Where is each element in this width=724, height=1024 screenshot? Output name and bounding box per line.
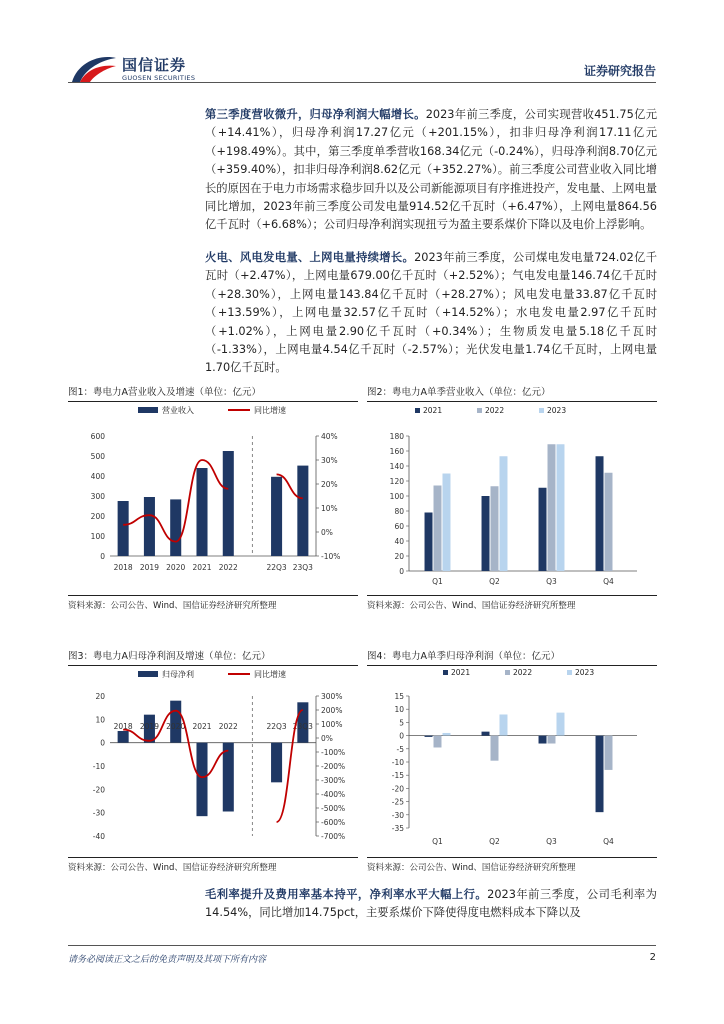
legend-label: 2023	[575, 668, 595, 677]
y-tick-left: 500	[90, 452, 105, 461]
y-tick-label: 40	[394, 537, 404, 546]
legend-label: 2022	[485, 406, 505, 415]
bar-Q3-2021	[539, 736, 547, 744]
paragraph-margin	[205, 886, 657, 923]
y-tick-label: 0	[399, 731, 404, 741]
y-tick-label: 60	[394, 522, 404, 531]
y-tick-label: 15	[394, 692, 404, 701]
bar-Q4-2022	[605, 736, 613, 770]
x-tick-label: 2020	[166, 563, 186, 572]
legend-bar-swatch	[138, 407, 158, 413]
bar-2021	[196, 743, 207, 816]
paragraph-lead: 第三季度营收微升，归母净利润大幅增长。	[205, 108, 426, 121]
logo-text-cn: 国信证券	[122, 56, 187, 74]
y-tick-left: 20	[95, 692, 105, 701]
y-tick-left: -10	[92, 762, 105, 771]
y-tick-label: -5	[396, 744, 404, 754]
bar-Q4-2022	[605, 473, 613, 571]
bar-Q3-2022	[548, 736, 556, 744]
bar-Q1-2022	[434, 486, 442, 572]
bar-Q2-2023	[499, 714, 507, 735]
bar-Q1-2021	[425, 513, 433, 572]
bar-2022	[223, 743, 234, 812]
legend-label: 归母净利	[162, 670, 194, 679]
legend-label: 2021	[423, 406, 443, 415]
legend-label: 2023	[547, 406, 567, 415]
x-tick-label: Q1	[432, 577, 443, 586]
legend-label: 营业收入	[162, 406, 194, 415]
y-tick-label: 0	[399, 567, 404, 576]
paragraph-generation	[205, 249, 657, 378]
bar-Q3-2023	[556, 444, 564, 571]
y-tick-left: 600	[90, 432, 105, 441]
logo-mark-icon	[70, 52, 118, 86]
y-tick-label: 140	[389, 462, 404, 471]
bar-Q1-2023	[442, 733, 450, 736]
bar-Q3-2021	[539, 488, 547, 571]
y-tick-label: -25	[391, 797, 404, 807]
bar-Q3-2023	[556, 713, 564, 736]
figure-source: 资料来源：公司公告、Wind、国信证券经济研究所整理	[367, 595, 657, 611]
figure-title: 图2：粤电力A单季营业收入（单位：亿元）	[367, 384, 657, 402]
paragraph-lead: 毛利率提升及费用率基本持平，净利率水平大幅上行。	[205, 888, 488, 901]
page-number: 2	[649, 952, 656, 963]
legend-bar-swatch	[138, 671, 158, 677]
bar-22Q3	[271, 743, 282, 783]
header-divider	[68, 82, 656, 83]
report-type-label: 证券研究报告	[583, 64, 656, 78]
bar-Q2-2021	[482, 732, 490, 736]
figure-title: 图4：粤电力A单季归母净利润（单位：亿元）	[367, 648, 657, 666]
bar-2022	[223, 451, 234, 556]
bar-Q2-2023	[499, 456, 507, 571]
y-tick-right: -700%	[321, 832, 346, 841]
y-tick-label: 80	[394, 507, 404, 516]
bar-Q2-2022	[491, 736, 499, 761]
x-tick-label: Q3	[546, 837, 557, 846]
y-tick-label: 160	[389, 447, 404, 456]
logo-text-en: GUOSEN SECURITIES	[122, 74, 196, 82]
y-tick-left: 300	[90, 492, 105, 501]
y-tick-left: 0	[100, 552, 105, 561]
legend-swatch	[443, 670, 448, 675]
y-tick-label: 100	[389, 492, 404, 501]
legend-swatch	[539, 408, 544, 413]
y-tick-right: -10%	[321, 552, 341, 561]
y-tick-right: -500%	[321, 804, 346, 813]
bar-2018	[118, 501, 129, 556]
footer-divider	[68, 945, 656, 946]
paragraph-body: 2023年前三季度，公司煤电发电量724.02亿千瓦时（+2.47%），上网电量679.00亿千瓦时（+2.52%）；气电发电量146.74亿千瓦时（+28.30%），上网电量143.84亿千瓦时（+28.27%）；风电发电量33.87亿千瓦时（+13.59%），上网电量32.57亿千瓦时（+14.52%）；水电发电量2.97亿千瓦时（+1.02%），上网电量2.90亿千瓦时（+0.34%）；生物质发电量5.18亿千瓦时（-1.33%），上网电量4.54亿千瓦时（-2.57%）；光伏发电量1.74亿千瓦时，上网电量1.70亿千瓦时。	[205, 251, 657, 375]
x-tick-label: Q2	[489, 577, 500, 586]
y-tick-right: 40%	[321, 432, 338, 441]
figure-title: 图1：粤电力A营业收入及增速（单位：亿元）	[68, 384, 358, 402]
legend-label: 同比增速	[254, 670, 286, 679]
y-tick-label: 20	[394, 552, 404, 561]
y-tick-label: -20	[391, 784, 404, 794]
y-tick-right: 200%	[321, 706, 343, 715]
y-tick-label: -10	[391, 758, 404, 767]
bar-Q1-2023	[442, 474, 450, 572]
chart-revenue-quarterly	[367, 402, 657, 592]
y-tick-left: 100	[90, 532, 105, 541]
y-tick-right: 100%	[321, 720, 343, 729]
chart-profit-quarterly	[367, 666, 657, 854]
x-tick-label: 2018	[113, 722, 133, 731]
legend-label: 2021	[451, 668, 471, 677]
bar-Q1-2022	[434, 736, 442, 748]
x-tick-label: 2019	[139, 722, 159, 731]
paragraph-revenue	[205, 106, 657, 235]
y-tick-left: 0	[100, 738, 105, 748]
bar-22Q3	[271, 477, 282, 556]
legend-swatch	[505, 670, 510, 675]
bar-Q2-2021	[482, 496, 490, 571]
bar-Q4-2021	[596, 456, 604, 571]
x-tick-label: 2021	[192, 563, 212, 572]
paragraph-lead: 火电、风电发电量、上网电量持续增长。	[205, 251, 415, 264]
x-tick-label: Q2	[489, 837, 500, 846]
y-tick-left: 200	[90, 512, 105, 521]
y-tick-right: -400%	[321, 790, 346, 799]
bar-2021	[196, 468, 207, 556]
x-tick-label: Q1	[432, 837, 443, 846]
y-tick-right: 0%	[321, 528, 333, 537]
y-tick-right: -100%	[321, 748, 346, 757]
x-tick-label: 2019	[139, 563, 159, 572]
y-tick-label: -35	[391, 824, 404, 833]
x-tick-label: 2021	[192, 722, 212, 731]
x-tick-label: 2018	[113, 563, 133, 572]
bar-Q3-2022	[548, 444, 556, 571]
figure-source: 资料来源：公司公告、Wind、国信证券经济研究所整理	[367, 857, 657, 873]
y-tick-right: 30%	[321, 456, 338, 465]
y-tick-label: 10	[394, 705, 404, 715]
bar-Q1-2021	[425, 736, 433, 737]
bar-Q2-2022	[491, 486, 499, 571]
x-tick-label: 22Q3	[266, 722, 287, 731]
y-tick-label: -15	[391, 771, 404, 781]
y-tick-left: -20	[92, 785, 105, 795]
x-tick-label: Q3	[546, 577, 557, 586]
x-tick-label: Q4	[603, 577, 614, 586]
bar-2018	[118, 731, 129, 743]
chart-profit-annual	[68, 666, 358, 854]
legend-swatch	[567, 670, 572, 675]
legend-swatch	[477, 408, 482, 413]
legend-label: 同比增速	[254, 406, 286, 415]
y-tick-right: -300%	[321, 776, 346, 785]
figure-title: 图3：粤电力A归母净利润及增速（单位：亿元）	[68, 648, 358, 666]
bar-2019	[144, 497, 155, 556]
y-tick-label: -30	[391, 810, 404, 820]
bar-Q4-2021	[596, 736, 604, 813]
y-tick-right: 10%	[321, 504, 338, 513]
y-tick-right: 20%	[321, 480, 338, 489]
y-tick-label: 120	[389, 477, 404, 486]
x-tick-label: 23Q3	[292, 722, 313, 731]
y-tick-right: -200%	[321, 762, 346, 771]
x-tick-label: 23Q3	[292, 563, 313, 572]
x-tick-label: Q4	[603, 837, 614, 846]
y-tick-right: -600%	[321, 818, 346, 827]
x-tick-label: 2020	[166, 722, 186, 731]
chart-revenue-annual	[68, 402, 358, 592]
paragraph-body: 2023年前三季度，公司实现营收451.75亿元（+14.41%），归母净利润17.27亿元（+201.15%），扣非归母净利润17.11亿元（+198.49%）。其中，第三季度单季营收168.34亿元（-0.24%），归母净利润8.70亿元（+359.40%），扣非归母净利润8.62亿元（+352.27%）。前三季度公司营业收入同比增长的原因在于电力市场需求稳步回升以及公司新能源项目有序推进投产，发电量、上网电量同比增加，2023年前三季度公司发电量914.52亿千瓦时（+6.47%），上网电量864.56亿千瓦时（+6.68%）；公司归母净利润实现扭亏为盈主要系煤价下降以及电价上浮影响。	[205, 108, 657, 232]
y-tick-label: 5	[399, 718, 404, 728]
y-tick-right: 300%	[321, 692, 343, 701]
figure-source: 资料来源：公司公告、Wind、国信证券经济研究所整理	[68, 857, 358, 873]
footer-disclaimer: 请务必阅读正文之后的免责声明及其项下所有内容	[68, 955, 267, 965]
x-tick-label: 2022	[218, 722, 238, 731]
y-tick-left: -40	[92, 832, 105, 841]
x-tick-label: 2022	[218, 563, 238, 572]
bar-23Q3	[297, 466, 308, 556]
x-tick-label: 22Q3	[266, 563, 287, 572]
y-tick-left: 400	[90, 472, 105, 481]
paragraph-body: 2023年前三季度，公司毛利率为14.54%，同比增加14.75pct，主要系煤价下降使得度电燃料成本下降以及	[205, 888, 657, 920]
y-tick-right: 0%	[321, 734, 333, 743]
y-tick-left: 10	[95, 715, 105, 725]
legend-swatch	[415, 408, 420, 413]
y-tick-left: -30	[92, 808, 105, 818]
bar-2020	[170, 499, 181, 556]
y-tick-label: 180	[389, 432, 404, 441]
figure-source: 资料来源：公司公告、Wind、国信证券经济研究所整理	[68, 595, 358, 611]
legend-label: 2022	[513, 668, 533, 677]
